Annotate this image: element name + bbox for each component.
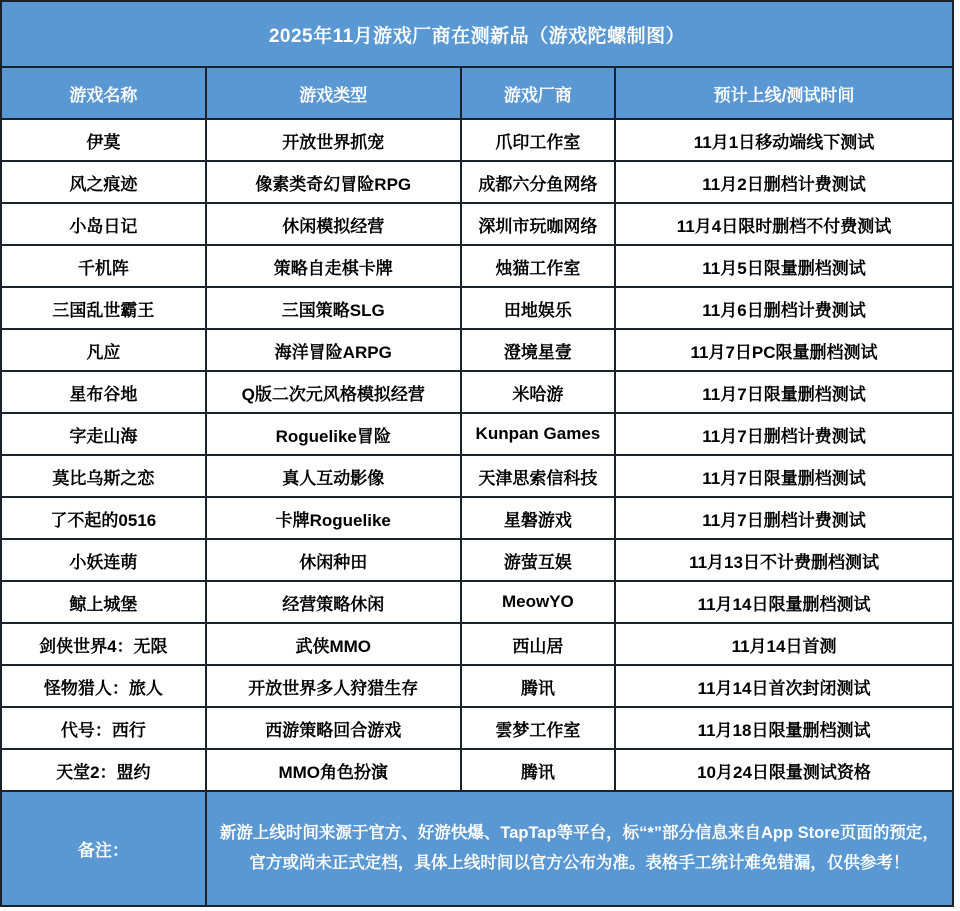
- game-vendor: 成都六分鱼网络: [461, 161, 615, 203]
- header-row: [1, 67, 953, 119]
- game-vendor: Kunpan Games: [461, 413, 615, 455]
- column-header-game-name: 游戏名称: [1, 67, 206, 119]
- game-name: 字走山海: [1, 413, 206, 455]
- test-time: 11月6日删档计费测试: [615, 287, 953, 329]
- game-name: 剑侠世界4：无限: [1, 623, 206, 665]
- game-type: 休闲模拟经营: [206, 203, 461, 245]
- test-time: 10月24日限量测试资格: [615, 749, 953, 791]
- test-time: 11月14日限量删档测试: [615, 581, 953, 623]
- game-vendor: 天津思索信科技: [461, 455, 615, 497]
- column-header-vendor: 游戏厂商: [461, 67, 615, 119]
- table-row: [1, 455, 953, 497]
- test-time: 11月5日限量删档测试: [615, 245, 953, 287]
- game-name: 风之痕迹: [1, 161, 206, 203]
- test-time: 11月1日移动端线下测试: [615, 119, 953, 161]
- game-name: 代号：西行: [1, 707, 206, 749]
- game-vendor: 游萤互娱: [461, 539, 615, 581]
- game-type: 三国策略SLG: [206, 287, 461, 329]
- game-type: 经营策略休闲: [206, 581, 461, 623]
- table-row: [1, 539, 953, 581]
- game-vendor: 雲梦工作室: [461, 707, 615, 749]
- game-vendor: 爪印工作室: [461, 119, 615, 161]
- game-vendor: 西山居: [461, 623, 615, 665]
- test-time: 11月14日首次封闭测试: [615, 665, 953, 707]
- table-row: [1, 245, 953, 287]
- game-name: 小岛日记: [1, 203, 206, 245]
- game-type: 武侠MMO: [206, 623, 461, 665]
- table-row: [1, 749, 953, 791]
- game-type: 开放世界抓宠: [206, 119, 461, 161]
- table-title: 2025年11月游戏厂商在测新品（游戏陀螺制图）: [1, 1, 953, 67]
- table-row: [1, 329, 953, 371]
- table-row: [1, 371, 953, 413]
- test-time: 11月2日删档计费测试: [615, 161, 953, 203]
- game-name: 三国乱世霸王: [1, 287, 206, 329]
- game-vendor: 腾讯: [461, 665, 615, 707]
- table-row: [1, 287, 953, 329]
- game-vendor: 腾讯: [461, 749, 615, 791]
- test-time: 11月14日首测: [615, 623, 953, 665]
- game-name: 伊莫: [1, 119, 206, 161]
- table-row: [1, 497, 953, 539]
- table-row: [1, 665, 953, 707]
- column-header-game-type: 游戏类型: [206, 67, 461, 119]
- game-name: 怪物猎人：旅人: [1, 665, 206, 707]
- game-name: 莫比乌斯之恋: [1, 455, 206, 497]
- test-time: 11月4日限时删档不付费测试: [615, 203, 953, 245]
- game-name: 小妖连萌: [1, 539, 206, 581]
- test-time: 11月7日限量删档测试: [615, 371, 953, 413]
- game-type: Q版二次元风格模拟经营: [206, 371, 461, 413]
- game-type: 西游策略回合游戏: [206, 707, 461, 749]
- game-vendor: 深圳市玩咖网络: [461, 203, 615, 245]
- table-row: [1, 161, 953, 203]
- test-time: 11月13日不计费删档测试: [615, 539, 953, 581]
- note-text: 新游上线时间来源于官方、好游快爆、TapTap等平台，标“*”部分信息来自App Store页面的预定，官方或尚未正式定档，具体上线时间以官方公布为准。表格手工统计难免错漏，仅供参考！: [206, 791, 953, 906]
- test-time: 11月7日PC限量删档测试: [615, 329, 953, 371]
- game-type: 策略自走棋卡牌: [206, 245, 461, 287]
- column-header-test-time: 预计上线/测试时间: [615, 67, 953, 119]
- game-type: Roguelike冒险: [206, 413, 461, 455]
- game-vendor: 澄境星壹: [461, 329, 615, 371]
- table-row: [1, 413, 953, 455]
- test-time: 11月7日删档计费测试: [615, 413, 953, 455]
- game-name: 千机阵: [1, 245, 206, 287]
- note-row: [1, 791, 953, 906]
- game-vendor: 烛猫工作室: [461, 245, 615, 287]
- table-row: [1, 203, 953, 245]
- table-row: [1, 707, 953, 749]
- table-row: [1, 623, 953, 665]
- game-type: 像素类奇幻冒险RPG: [206, 161, 461, 203]
- test-time: 11月7日删档计费测试: [615, 497, 953, 539]
- game-vendor: 米哈游: [461, 371, 615, 413]
- game-vendor: 田地娱乐: [461, 287, 615, 329]
- game-type: MMO角色扮演: [206, 749, 461, 791]
- game-name: 星布谷地: [1, 371, 206, 413]
- title-row: [1, 1, 953, 67]
- game-name: 凡应: [1, 329, 206, 371]
- table-row: [1, 119, 953, 161]
- game-type: 真人互动影像: [206, 455, 461, 497]
- game-vendor: MeowYO: [461, 581, 615, 623]
- note-label: 备注：: [1, 791, 206, 906]
- game-vendor: 星磐游戏: [461, 497, 615, 539]
- table-row: [1, 581, 953, 623]
- game-name: 天堂2：盟约: [1, 749, 206, 791]
- test-time: 11月7日限量删档测试: [615, 455, 953, 497]
- game-name: 鲸上城堡: [1, 581, 206, 623]
- game-type: 卡牌Roguelike: [206, 497, 461, 539]
- game-type: 海洋冒险ARPG: [206, 329, 461, 371]
- game-name: 了不起的0516: [1, 497, 206, 539]
- game-type: 休闲种田: [206, 539, 461, 581]
- test-time: 11月18日限量删档测试: [615, 707, 953, 749]
- game-type: 开放世界多人狩猎生存: [206, 665, 461, 707]
